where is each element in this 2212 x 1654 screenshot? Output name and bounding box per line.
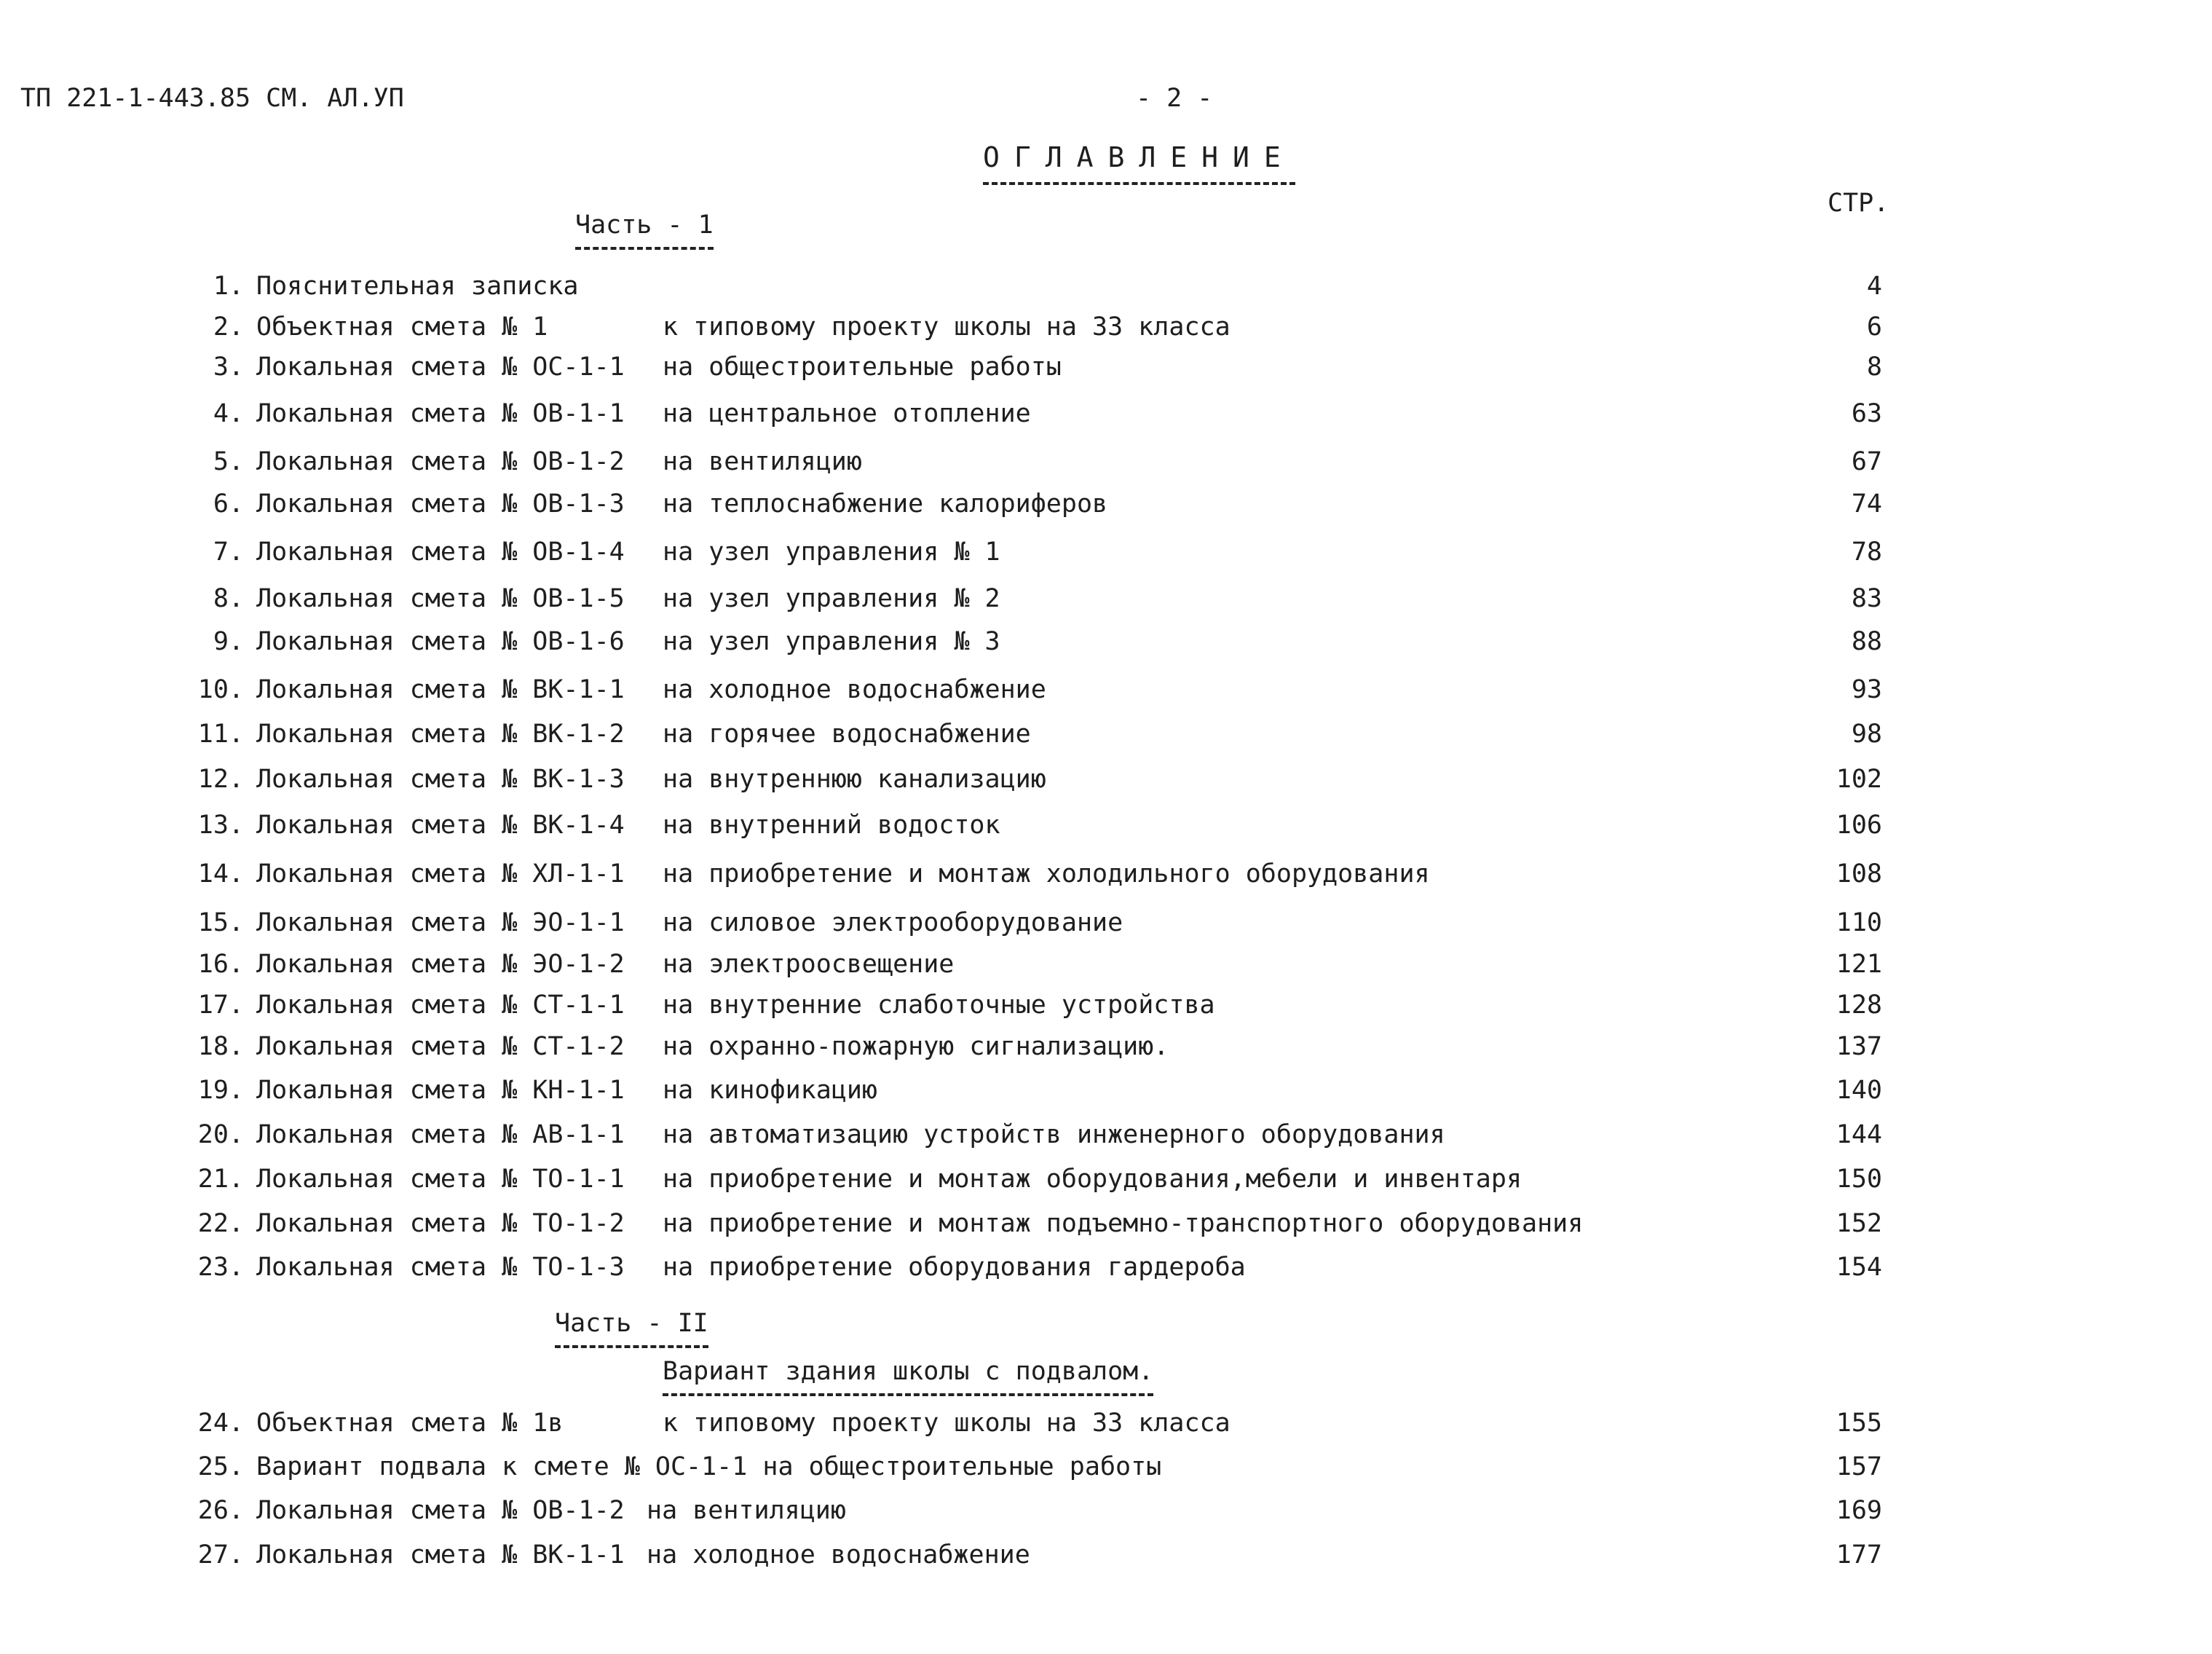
toc-entry-number: 22. [197, 1209, 244, 1238]
toc-entry-name: Локальная смета № КН-1-1 [256, 1076, 625, 1105]
toc-entry-page: 169 [1836, 1496, 1882, 1525]
toc-entry-number: 24. [197, 1409, 244, 1438]
toc-entry-number: 26. [197, 1496, 244, 1525]
toc-entry-description: на холодное водоснабжение [647, 1540, 1030, 1570]
toc-entry-description: на горячее водоснабжение [663, 720, 1031, 749]
toc-entry-description: на силовое электрооборудование [663, 908, 1123, 937]
toc-entry-page: 78 [1851, 537, 1882, 567]
toc-entry-page: 102 [1836, 765, 1882, 794]
toc-entry-name: Локальная смета № ХЛ-1-1 [256, 859, 625, 889]
toc-entry-description: на электроосвещение [663, 950, 955, 979]
toc-entry-name: Локальная смета № ОВ-1-4 [256, 537, 625, 567]
toc-entry-page: 157 [1836, 1452, 1882, 1481]
toc-entry-page: 154 [1836, 1253, 1882, 1282]
toc-entry-number: 19. [197, 1076, 244, 1105]
toc-entry-name: Локальная смета № ОВ-1-5 [256, 584, 625, 613]
toc-entry-page: 106 [1836, 811, 1882, 840]
toc-entry-description: на теплоснабжение калориферов [663, 489, 1108, 519]
toc-entry-name: Локальная смета № ОВ-1-2 [256, 1496, 625, 1525]
toc-entry-name: Локальная смета № СТ-1-1 [256, 991, 625, 1020]
toc-entry-page: 121 [1836, 950, 1882, 979]
toc-entry-name: Локальная смета № ТО-1-1 [256, 1165, 625, 1194]
toc-entry-number: 12. [197, 765, 244, 794]
toc-entry-name: Локальная смета № ВК-1-2 [256, 720, 625, 749]
toc-entry-page: 128 [1836, 991, 1882, 1020]
toc-entry-name: Локальная смета № ТО-1-2 [256, 1209, 625, 1238]
toc-entry-page: 93 [1851, 675, 1882, 704]
toc-entry-page: 6 [1866, 312, 1882, 342]
toc-entry-number: 21. [197, 1165, 244, 1194]
toc-entry-description: на внутреннюю канализацию [663, 765, 1046, 794]
toc-entry-page: 150 [1836, 1165, 1882, 1194]
toc-entry-page: 144 [1836, 1120, 1882, 1149]
toc-entry-description: на общестроительные работы [663, 353, 1062, 382]
toc-entry-description: на центральное отопление [663, 399, 1031, 428]
toc-entry-number: 23. [197, 1253, 244, 1282]
page-column-label: СТР. [1828, 189, 1889, 218]
toc-entry-number: 15. [197, 908, 244, 937]
toc-entry-description: на внутренний водосток [663, 811, 1000, 840]
toc-entry-description: на приобретение и монтаж подъемно-транспортного оборудования [663, 1209, 1584, 1238]
toc-entry-description: на приобретение и монтаж оборудования,мебели и инвентаря [663, 1165, 1522, 1194]
part2-subheading: Вариант здания школы с подвалом. [663, 1359, 1153, 1396]
toc-entry-name: Локальная смета № ЭО-1-1 [256, 908, 625, 937]
page-number: - 2 - [1136, 84, 1213, 113]
toc-entry-name: Локальная смета № ЭО-1-2 [256, 950, 625, 979]
toc-entry-name: Локальная смета № ОС-1-1 [256, 353, 625, 382]
toc-entry-description: на вентиляцию [663, 447, 862, 476]
toc-entry-number: 10. [197, 675, 244, 704]
toc-entry-number: 18. [197, 1032, 244, 1061]
toc-entry-name: Локальная смета № ВК-1-1 [256, 1540, 625, 1570]
toc-entry-name: Объектная смета № 1 [256, 312, 548, 342]
document-code: ТП 221-1-443.85 СМ. АЛ.УП [20, 84, 404, 113]
toc-entry-page: 83 [1851, 584, 1882, 613]
part1-heading: Часть - 1 [575, 213, 714, 250]
toc-entry-number: 11. [197, 720, 244, 749]
toc-entry-page: 110 [1836, 908, 1882, 937]
toc-entry-name: Локальная смета № ОВ-1-3 [256, 489, 625, 519]
toc-entry-name: Вариант подвала к смете № ОС-1-1 на общестроительные работы [256, 1452, 1162, 1481]
toc-entry-number: 1. [213, 272, 244, 301]
toc-entry-number: 17. [197, 991, 244, 1020]
toc-entry-number: 7. [213, 537, 244, 567]
toc-entry-name: Локальная смета № СТ-1-2 [256, 1032, 625, 1061]
toc-entry-name: Локальная смета № ВК-1-1 [256, 675, 625, 704]
toc-entry-name: Пояснительная записка [256, 272, 579, 301]
toc-entry-page: 88 [1851, 627, 1882, 656]
toc-entry-name: Локальная смета № ОВ-1-1 [256, 399, 625, 428]
toc-entry-number: 2. [213, 312, 244, 342]
toc-entry-name: Локальная смета № ТО-1-3 [256, 1253, 625, 1282]
toc-entry-page: 155 [1836, 1409, 1882, 1438]
toc-entry-number: 9. [213, 627, 244, 656]
toc-entry-page: 4 [1866, 272, 1882, 301]
toc-entry-page: 140 [1836, 1076, 1882, 1105]
toc-entry-description: на приобретение и монтаж холодильного оборудования [663, 859, 1430, 889]
toc-entry-description: на внутренние слаботочные устройства [663, 991, 1215, 1020]
toc-entry-number: 8. [213, 584, 244, 613]
toc-entry-page: 63 [1851, 399, 1882, 428]
toc-entry-name: Локальная смета № ОВ-1-6 [256, 627, 625, 656]
toc-entry-number: 4. [213, 399, 244, 428]
toc-entry-description: на кинофикацию [663, 1076, 878, 1105]
toc-entry-number: 16. [197, 950, 244, 979]
toc-entry-page: 67 [1851, 447, 1882, 476]
toc-entry-number: 5. [213, 447, 244, 476]
toc-entry-page: 177 [1836, 1540, 1882, 1570]
toc-entry-description: к типовому проекту школы на 33 класса [663, 312, 1231, 342]
toc-entry-number: 3. [213, 353, 244, 382]
toc-entry-description: на охранно-пожарную сигнализацию. [663, 1032, 1169, 1061]
toc-entry-description: на холодное водоснабжение [663, 675, 1046, 704]
toc-entry-page: 152 [1836, 1209, 1882, 1238]
toc-entry-description: на узел управления № 3 [663, 627, 1000, 656]
toc-entry-page: 8 [1866, 353, 1882, 382]
toc-entry-number: 13. [197, 811, 244, 840]
toc-entry-number: 25. [197, 1452, 244, 1481]
toc-entry-name: Локальная смета № АВ-1-1 [256, 1120, 625, 1149]
page-title: ОГЛАВЛЕНИЕ [983, 141, 1295, 185]
toc-entry-description: к типовому проекту школы на 33 класса [663, 1409, 1231, 1438]
toc-entry-page: 137 [1836, 1032, 1882, 1061]
toc-entry-name: Локальная смета № ВК-1-4 [256, 811, 625, 840]
toc-entry-description: на приобретение оборудования гардероба [663, 1253, 1246, 1282]
part2-heading: Часть - II [555, 1311, 708, 1348]
toc-entry-page: 108 [1836, 859, 1882, 889]
toc-entry-name: Объектная смета № 1в [256, 1409, 564, 1438]
toc-entry-page: 74 [1851, 489, 1882, 519]
toc-entry-number: 6. [213, 489, 244, 519]
toc-entry-description: на вентиляцию [647, 1496, 846, 1525]
toc-entry-name: Локальная смета № ВК-1-3 [256, 765, 625, 794]
toc-entry-name: Локальная смета № ОВ-1-2 [256, 447, 625, 476]
toc-entry-number: 27. [197, 1540, 244, 1570]
toc-entry-page: 98 [1851, 720, 1882, 749]
toc-entry-description: на автоматизацию устройств инженерного оборудования [663, 1120, 1445, 1149]
toc-entry-description: на узел управления № 2 [663, 584, 1000, 613]
toc-entry-number: 20. [197, 1120, 244, 1149]
toc-entry-number: 14. [197, 859, 244, 889]
toc-entry-description: на узел управления № 1 [663, 537, 1000, 567]
